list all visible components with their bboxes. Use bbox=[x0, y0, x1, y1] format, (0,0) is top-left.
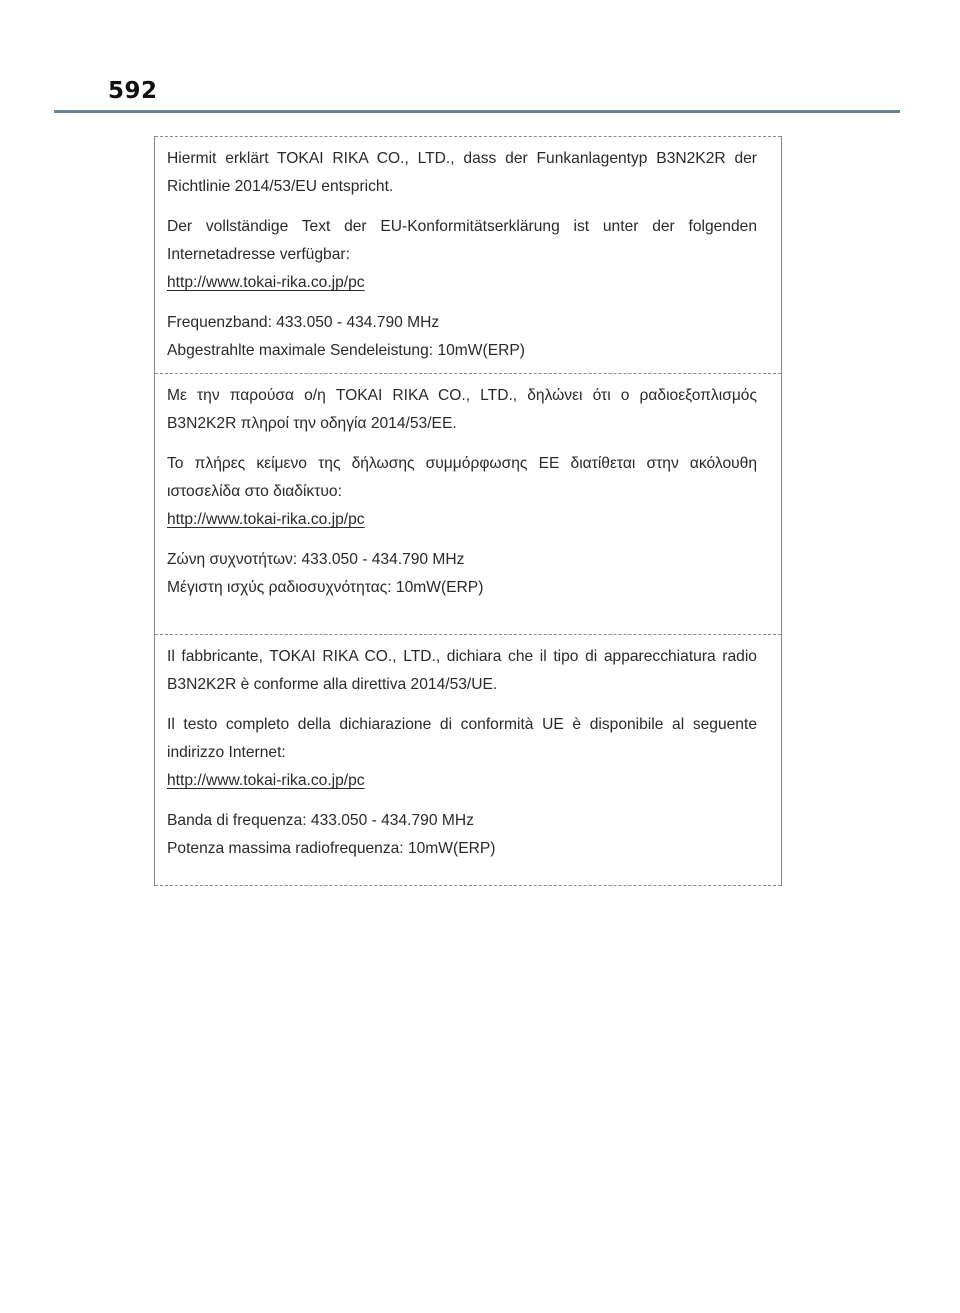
frequency-band: Ζώνη συχνοτήτων: 433.050 - 434.790 MHz bbox=[167, 551, 465, 568]
section-german bbox=[155, 136, 781, 373]
frequency-band: Banda di frequenza: 433.050 - 434.790 MHz bbox=[167, 812, 474, 829]
declaration-text: Il fabbricante, TOKAI RIKA CO., LTD., dichiara che il tipo di apparecchiatura radio B3N2K2R è conforme alla direttiva 2014/53/UE. bbox=[167, 648, 757, 693]
conformity-link[interactable]: http://www.tokai-rika.co.jp/pc bbox=[167, 772, 365, 789]
section-italian bbox=[155, 634, 781, 886]
header-rule bbox=[54, 110, 900, 113]
declaration-text: Hiermit erklärt TOKAI RIKA CO., LTD., dass der Funkanlagentyp B3N2K2R der Richtlinie 2014/53/EU entspricht. bbox=[167, 150, 757, 195]
section-greek bbox=[155, 373, 781, 634]
max-power: Abgestrahlte maximale Sendeleistung: 10mW(ERP) bbox=[167, 342, 525, 359]
max-power: Μέγιστη ισχύς ραδιοσυχνότητας: 10mW(ERP) bbox=[167, 579, 484, 596]
page-number: 592 bbox=[108, 78, 158, 104]
availability-text: Der vollständige Text der EU-Konformitätserklärung ist unter der folgenden Internetadresse verfügbar: bbox=[167, 218, 757, 263]
frequency-band: Frequenzband: 433.050 - 434.790 MHz bbox=[167, 314, 440, 331]
max-power: Potenza massima radiofrequenza: 10mW(ERP) bbox=[167, 840, 496, 857]
availability-text: Il testo completo della dichiarazione di conformità UE è disponibile al seguente indirizzo Internet: bbox=[167, 716, 757, 761]
availability-text: Το πλήρες κείμενο της δήλωσης συμμόρφωσης ΕΕ διατίθεται στην ακόλουθη ιστοσελίδα στο διαδίκτυο: bbox=[167, 455, 757, 500]
declaration-text: Με την παρούσα ο/η TOKAI RIKA CO., LTD., δηλώνει ότι ο ραδιοεξοπλισμός B3N2K2R πληροί την οδηγία 2014/53/ΕΕ. bbox=[167, 387, 757, 432]
conformity-link[interactable]: http://www.tokai-rika.co.jp/pc bbox=[167, 274, 365, 291]
conformity-link[interactable]: http://www.tokai-rika.co.jp/pc bbox=[167, 511, 365, 528]
declaration-box bbox=[154, 136, 782, 886]
